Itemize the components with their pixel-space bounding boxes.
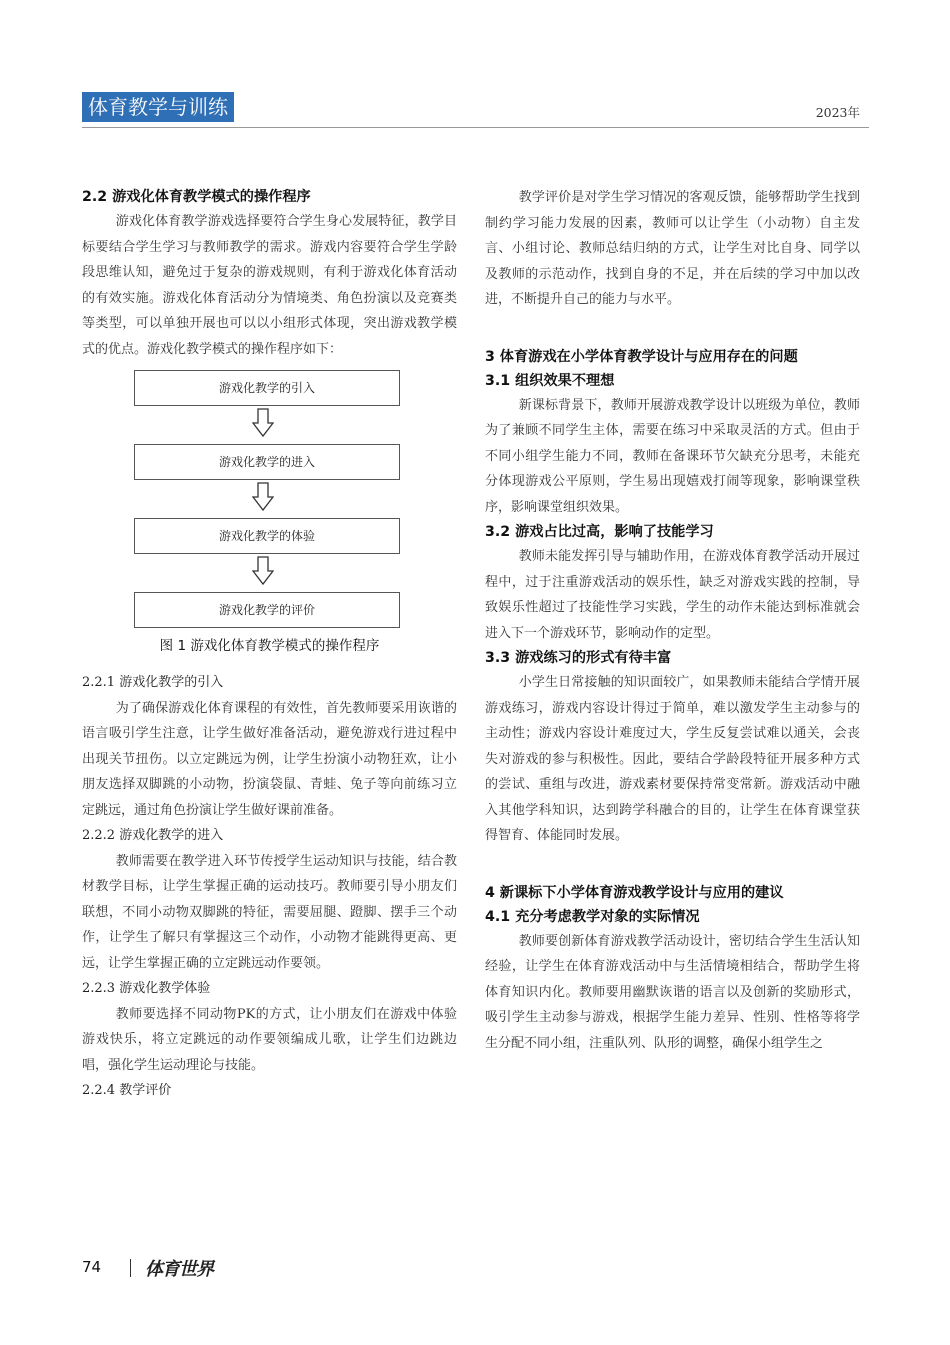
right-column [485, 185, 860, 1056]
section-3-1-title: 3.1 组织效果不理想 [485, 372, 615, 389]
flow-arrow-down-icon [252, 556, 274, 586]
journal-logo: 体育世界 [145, 1259, 213, 1280]
figure-caption: 图 1 游戏化体育教学模式的操作程序 [159, 638, 380, 654]
page-number: 74 [82, 1258, 102, 1276]
flow-box-enter: 游戏化教学的进入 [134, 444, 400, 480]
section-2-2-1-paragraph: 为了确保游戏化体育课程的有效性，首先教师要采用诙谐的语言吸引学生注意，让学生做好准备活动，避免游戏行进过程中出现关节扭伤。以立定跳远为例，让学生扮演小动物狂欢，让小朋友选择双脚跳的小动物，扮演袋鼠、青蛙、兔子等向前练习立定跳远，通过角色扮演让学生做好课前准备。 [82, 700, 457, 818]
section-2-2-2-title: 2.2.2 游戏化教学的进入 [82, 828, 224, 843]
section-2-2-3-paragraph: 教师要选择不同动物PK的方式，让小朋友们在游戏中体验游戏快乐，将立定跳远的动作要领编成儿歌，让学生们边跳边唱，强化学生运动理论与技能。 [82, 1006, 457, 1073]
section-2-2-4-title: 2.2.4 教学评价 [82, 1083, 172, 1098]
flow-box-evaluate: 游戏化教学的评价 [134, 592, 400, 628]
flow-box-experience: 游戏化教学的体验 [134, 518, 400, 554]
journal-section-tag: 体育教学与训练 [82, 92, 234, 122]
section-2-2-title: 2.2 游戏化体育教学模式的操作程序 [82, 189, 311, 205]
section-2-2-paragraph: 游戏化体育教学游戏选择要符合学生身心发展特征，教学目标要结合学生学习与教师教学的需求。游戏内容要符合学生学龄段思维认知，避免过于复杂的游戏规则，有利于游戏化体育活动的有效实施。游戏化体育活动分为情境类、角色扮演以及竞赛类等类型，可以单独开展也可以以小组形式体现，突出游戏教学模式的优点。游戏化教学模式的操作程序如下： [82, 214, 457, 357]
footer-divider [130, 1259, 131, 1277]
section-4-title: 4 新课标下小学体育游戏教学设计与应用的建议 [485, 884, 784, 901]
header-year: 2023年 [815, 105, 860, 120]
header-divider [82, 127, 869, 128]
flow-arrow-down-icon [252, 482, 274, 512]
section-4-1-title: 4.1 充分考虑教学对象的实际情况 [485, 908, 700, 925]
section-3-3-title: 3.3 游戏练习的形式有待丰富 [485, 650, 672, 666]
section-3-2-paragraph: 教师未能发挥引导与辅助作用，在游戏体育教学活动开展过程中，过于注重游戏活动的娱乐性，缺乏对游戏实践的控制，导致娱乐性超过了技能性学习实践，学生的动作未能达到标准就会进入下一个游戏环节，影响动作的定型。 [485, 549, 860, 641]
left-column [82, 185, 457, 1104]
section-3-2-title: 3.2 游戏占比过高，影响了技能学习 [485, 524, 714, 540]
section-4-1-paragraph: 教师要创新体育游戏教学活动设计，密切结合学生生活认知经验，让学生在体育游戏活动中与生活情境相结合，帮助学生将体育知识内化。教师要用幽默诙谐的语言以及创新的奖励形式，吸引学生主动参与游戏，根据学生能力差异、性别、性格等将学生分配不同小组，注重队列、队形的调整，确保小组学生之 [485, 933, 860, 1051]
flowchart [82, 366, 457, 628]
section-2-2-3-title: 2.2.3 游戏化教学体验 [82, 981, 211, 996]
flow-box-intro: 游戏化教学的引入 [134, 370, 400, 406]
section-3-title: 3 体育游戏在小学体育教学设计与应用存在的问题 [485, 348, 798, 365]
flow-arrow-down-icon [252, 408, 274, 438]
evaluation-paragraph: 教学评价是对学生学习情况的客观反馈，能够帮助学生找到制约学习能力发展的因素，教师可以让学生（小动物）自主发言、小组讨论、教师总结归纳的方式，让学生对比自身、同学以及教师的示范动作，找到自身的不足，并在后续的学习中加以改进，不断提升自己的能力与水平。 [485, 190, 860, 307]
section-2-2-1-title: 2.2.1 游戏化教学的引入 [82, 675, 224, 690]
section-2-2-2-paragraph: 教师需要在教学进入环节传授学生运动知识与技能，结合教材教学目标，让学生掌握正确的运动技巧。教师要引导小朋友们联想，不同小动物双脚跳的特征，需要屈腿、蹬脚、摆手三个动作，让学生了解只有掌握这三个动作，小动物才能跳得更高、更远，让学生掌握正确的立定跳远动作要领。 [82, 853, 457, 971]
section-3-1-paragraph: 新课标背景下，教师开展游戏教学设计以班级为单位，教师为了兼顾不同学生主体，需要在练习中采取灵活的方式。但由于不同小组学生能力不同，教师在备课环节欠缺充分思考，未能充分体现游戏公平原则，学生易出现嬉戏打闹等现象，影响课堂秩序，影响课堂组织效果。 [485, 397, 860, 515]
section-3-3-paragraph: 小学生日常接触的知识面较广，如果教师未能结合学情开展游戏练习，游戏内容设计得过于简单，难以激发学生主动参与的主动性；游戏内容设计难度过大，学生反复尝试难以通关，会丧失对游戏的参与积极性。因此，要结合学龄段特征开展多种方式的尝试、重组与改进，游戏素材要保持常变常新。游戏活动中融入其他学科知识，达到跨学科融合的目的，让学生在体育课堂获得智育、体能同时发展。 [485, 675, 860, 843]
